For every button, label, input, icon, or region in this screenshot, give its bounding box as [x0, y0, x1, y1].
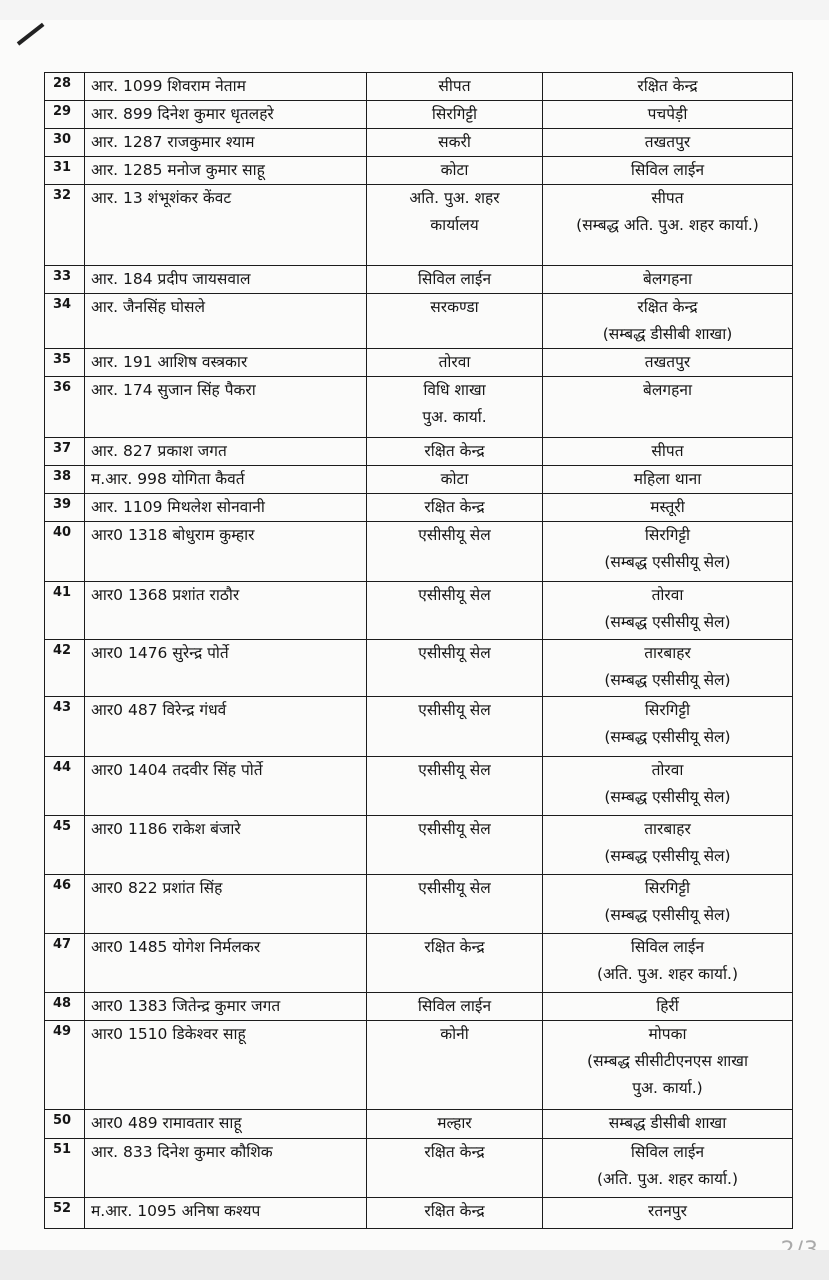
current-posting [367, 993, 543, 1021]
serial-number: 44 [45, 757, 85, 816]
table-row [45, 266, 793, 294]
new-posting-line: मस्तूरी [650, 498, 685, 516]
table-row [45, 1198, 793, 1229]
table-row [45, 1021, 793, 1110]
employee-name: आर0 1186 राकेश बंजारे [85, 816, 367, 875]
new-posting-line: बेलगहना [643, 381, 692, 399]
serial-number: 38 [45, 466, 85, 494]
employee-name: आर. 1109 मिथलेश सोनवानी [85, 494, 367, 522]
current-posting-line: सरकण्डा [430, 298, 479, 316]
new-posting [543, 1139, 793, 1198]
employee-name: आर. 899 दिनेश कुमार धृतलहरे [85, 101, 367, 129]
serial-number: 39 [45, 494, 85, 522]
new-posting [543, 294, 793, 349]
new-posting-line: पुअ. कार्या.) [632, 1079, 703, 1097]
current-posting [367, 875, 543, 934]
transfer-table [44, 72, 793, 1229]
current-posting [367, 185, 543, 266]
new-posting [543, 582, 793, 640]
new-posting-line: (अति. पुअ. शहर कार्या.) [596, 1170, 739, 1188]
serial-number: 45 [45, 816, 85, 875]
current-posting [367, 1021, 543, 1110]
serial-number: 37 [45, 438, 85, 466]
table-row [45, 73, 793, 101]
current-posting [367, 816, 543, 875]
top-bar [0, 0, 829, 20]
employee-name: आर0 1318 बोधुराम कुम्हार [85, 522, 367, 582]
serial-number: 34 [45, 294, 85, 349]
employee-name: आर. जैनसिंह घोसले [85, 294, 367, 349]
serial-number: 43 [45, 697, 85, 757]
serial-number: 33 [45, 266, 85, 294]
table-row [45, 1139, 793, 1198]
table-row [45, 816, 793, 875]
serial-number: 46 [45, 875, 85, 934]
current-posting [367, 522, 543, 582]
table-row [45, 522, 793, 582]
current-posting [367, 294, 543, 349]
new-posting [543, 101, 793, 129]
serial-number: 40 [45, 522, 85, 582]
serial-number: 47 [45, 934, 85, 993]
new-posting-line: (सम्बद्ध एसीसीयू सेल) [604, 728, 731, 746]
employee-name: आर0 1368 प्रशांत राठौर [85, 582, 367, 640]
current-posting [367, 697, 543, 757]
new-posting-line: (सम्बद्ध एसीसीयू सेल) [604, 671, 731, 689]
new-posting-line: (सम्बद्ध डीसीबी शाखा) [602, 325, 733, 343]
table-row [45, 466, 793, 494]
current-posting-line: रक्षित केन्द्र [424, 1202, 485, 1220]
current-posting-line: कोटा [440, 470, 469, 488]
employee-name: आर. 191 आशिष वस्त्रकार [85, 349, 367, 377]
new-posting [543, 266, 793, 294]
serial-number: 31 [45, 157, 85, 185]
new-posting [543, 934, 793, 993]
current-posting-line: सीपत [438, 77, 471, 95]
serial-number: 35 [45, 349, 85, 377]
current-posting [367, 157, 543, 185]
current-posting-line: सिरगिट्टी [431, 105, 478, 123]
current-posting [367, 129, 543, 157]
table-row [45, 349, 793, 377]
new-posting [543, 377, 793, 438]
new-posting-line: सिविल लाईन [630, 938, 705, 956]
new-posting-line: सिविल लाईन [630, 161, 705, 179]
new-posting-line: सिरगिट्टी [644, 701, 691, 719]
current-posting [367, 1198, 543, 1229]
table-row [45, 875, 793, 934]
current-posting [367, 934, 543, 993]
pen-mark [17, 23, 45, 46]
serial-number: 50 [45, 1110, 85, 1139]
employee-name: आर0 1404 तदवीर सिंह पोर्ते [85, 757, 367, 816]
current-posting [367, 73, 543, 101]
current-posting-line: कार्यालय [430, 216, 479, 234]
employee-name: आर. 13 शंभूशंकर केंवट [85, 185, 367, 266]
new-posting-line: हिर्री [656, 997, 679, 1015]
serial-number: 32 [45, 185, 85, 266]
current-posting [367, 349, 543, 377]
new-posting [543, 993, 793, 1021]
employee-name: आर0 489 रामावतार साहू [85, 1110, 367, 1139]
current-posting-line: एसीसीयू सेल [418, 879, 491, 897]
new-posting [543, 757, 793, 816]
table-row [45, 294, 793, 349]
current-posting [367, 266, 543, 294]
current-posting-line: कोटा [440, 161, 469, 179]
new-posting-line: रक्षित केन्द्र [637, 77, 698, 95]
current-posting [367, 377, 543, 438]
serial-number: 29 [45, 101, 85, 129]
serial-number: 30 [45, 129, 85, 157]
new-posting-line: तोरवा [651, 761, 684, 779]
current-posting-line: तोरवा [438, 353, 471, 371]
new-posting-line: तारबाहर [644, 644, 691, 662]
current-posting-line: एसीसीयू सेल [418, 586, 491, 604]
table-row [45, 101, 793, 129]
new-posting [543, 438, 793, 466]
current-posting [367, 1110, 543, 1139]
current-posting-line: विधि शाखा [423, 381, 486, 399]
employee-name: म.आर. 998 योगिता कैवर्त [85, 466, 367, 494]
bottom-bar [0, 1250, 829, 1280]
new-posting-line: सीपत [651, 189, 684, 207]
serial-number: 42 [45, 640, 85, 697]
current-posting-line: एसीसीयू सेल [418, 701, 491, 719]
employee-name: आर. 174 सुजान सिंह पैकरा [85, 377, 367, 438]
table-row [45, 494, 793, 522]
current-posting [367, 582, 543, 640]
current-posting-line: कोनी [440, 1025, 469, 1043]
new-posting [543, 875, 793, 934]
employee-name: आर0 1383 जितेन्द्र कुमार जगत [85, 993, 367, 1021]
new-posting-line: महिला थाना [633, 470, 702, 488]
employee-name: आर. 184 प्रदीप जायसवाल [85, 266, 367, 294]
table-row [45, 157, 793, 185]
current-posting-line: रक्षित केन्द्र [424, 1143, 485, 1161]
new-posting-line: सिरगिट्टी [644, 879, 691, 897]
current-posting-line: एसीसीयू सेल [418, 526, 491, 544]
new-posting-line: सिविल लाईन [630, 1143, 705, 1161]
employee-name: आर. 833 दिनेश कुमार कौशिक [85, 1139, 367, 1198]
new-posting [543, 157, 793, 185]
employee-name: आर. 1285 मनोज कुमार साहू [85, 157, 367, 185]
new-posting [543, 816, 793, 875]
employee-name: आर0 822 प्रशांत सिंह [85, 875, 367, 934]
table-row [45, 934, 793, 993]
table-row [45, 993, 793, 1021]
serial-number: 49 [45, 1021, 85, 1110]
current-posting-line: एसीसीयू सेल [418, 644, 491, 662]
new-posting [543, 494, 793, 522]
table-row [45, 1110, 793, 1139]
employee-name: आर. 1287 राजकुमार श्याम [85, 129, 367, 157]
new-posting-line: (सम्बद्ध एसीसीयू सेल) [604, 553, 731, 571]
new-posting-line: सीपत [651, 442, 684, 460]
current-posting [367, 640, 543, 697]
current-posting-line: सकरी [438, 133, 471, 151]
table-row [45, 438, 793, 466]
new-posting [543, 1110, 793, 1139]
document-page [0, 20, 829, 1250]
current-posting-line: एसीसीयू सेल [418, 761, 491, 779]
employee-name: आर0 487 विरेन्द्र गंधर्व [85, 697, 367, 757]
new-posting-line: (सम्बद्ध एसीसीयू सेल) [604, 847, 731, 865]
employee-name: आर0 1476 सुरेन्द्र पोर्ते [85, 640, 367, 697]
current-posting-line: रक्षित केन्द्र [424, 938, 485, 956]
current-posting [367, 466, 543, 494]
table-row [45, 129, 793, 157]
employee-name: म.आर. 1095 अनिषा कश्यप [85, 1198, 367, 1229]
new-posting [543, 697, 793, 757]
table-row [45, 757, 793, 816]
new-posting-line: (सम्बद्ध अति. पुअ. शहर कार्या.) [576, 216, 759, 234]
serial-number: 28 [45, 73, 85, 101]
employee-name: आर. 827 प्रकाश जगत [85, 438, 367, 466]
new-posting-line: (सम्बद्ध सीसीटीएनएस शाखा [587, 1052, 748, 1070]
new-posting-line: तारबाहर [644, 820, 691, 838]
serial-number: 41 [45, 582, 85, 640]
current-posting-line: सिविल लाईन [417, 270, 492, 288]
new-posting-line: सिरगिट्टी [644, 526, 691, 544]
current-posting-line: पुअ. कार्या. [422, 408, 487, 426]
current-posting-line: एसीसीयू सेल [418, 820, 491, 838]
table-row [45, 697, 793, 757]
new-posting [543, 185, 793, 266]
current-posting-line: सिविल लाईन [417, 997, 492, 1015]
new-posting-line: (सम्बद्ध एसीसीयू सेल) [604, 788, 731, 806]
new-posting-line: रतनपुर [648, 1202, 687, 1220]
current-posting [367, 438, 543, 466]
current-posting [367, 101, 543, 129]
new-posting [543, 466, 793, 494]
employee-name: आर0 1485 योगेश निर्मलकर [85, 934, 367, 993]
new-posting [543, 1198, 793, 1229]
new-posting-line: पचपेड़ी [647, 105, 688, 123]
new-posting [543, 349, 793, 377]
current-posting-line: रक्षित केन्द्र [424, 442, 485, 460]
table-row [45, 640, 793, 697]
new-posting-line: तखतपुर [644, 133, 691, 151]
serial-number: 51 [45, 1139, 85, 1198]
new-posting-line: मोपका [648, 1025, 687, 1043]
serial-number: 48 [45, 993, 85, 1021]
table-row [45, 582, 793, 640]
table-body [45, 73, 793, 1229]
current-posting [367, 1139, 543, 1198]
current-posting [367, 757, 543, 816]
serial-number: 52 [45, 1198, 85, 1229]
new-posting [543, 640, 793, 697]
new-posting [543, 129, 793, 157]
current-posting-line: रक्षित केन्द्र [424, 498, 485, 516]
new-posting [543, 1021, 793, 1110]
current-posting-line: मल्हार [437, 1114, 472, 1132]
table-row [45, 185, 793, 266]
new-posting-line: सम्बद्ध डीसीबी शाखा [608, 1114, 727, 1132]
table-row [45, 377, 793, 438]
new-posting-line: रक्षित केन्द्र [637, 298, 698, 316]
employee-name: आर. 1099 शिवराम नेताम [85, 73, 367, 101]
serial-number: 36 [45, 377, 85, 438]
new-posting-line: तखतपुर [644, 353, 691, 371]
new-posting-line: तोरवा [651, 586, 684, 604]
current-posting-line: अति. पुअ. शहर [409, 189, 500, 207]
new-posting-line: बेलगहना [643, 270, 692, 288]
new-posting-line: (सम्बद्ध एसीसीयू सेल) [604, 906, 731, 924]
employee-name: आर0 1510 डिकेश्वर साहू [85, 1021, 367, 1110]
current-posting [367, 494, 543, 522]
new-posting [543, 73, 793, 101]
new-posting [543, 522, 793, 582]
new-posting-line: (सम्बद्ध एसीसीयू सेल) [604, 613, 731, 631]
new-posting-line: (अति. पुअ. शहर कार्या.) [596, 965, 739, 983]
